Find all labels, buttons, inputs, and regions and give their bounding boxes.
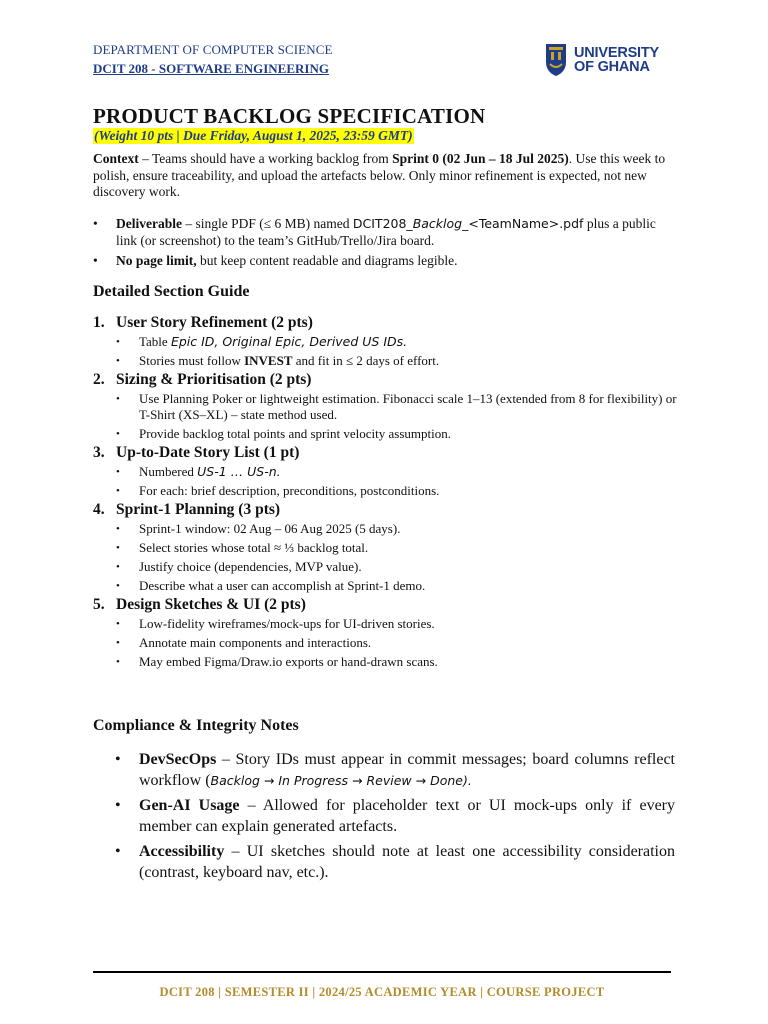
bullet-icon: • [93,253,98,268]
list-item [93,538,677,557]
note-label: DevSecOps [139,751,217,768]
section-1 [93,313,677,370]
list-item [93,389,677,424]
note-label: Accessibility [139,843,225,860]
logo-line-2: OF GHANA [574,59,650,75]
note-label: Gen-AI Usage [139,797,240,814]
section-items [93,389,677,443]
context-label: Context [93,151,139,166]
item-text: Use Planning Poker or lightweight estimation. Fibonacci scale 1–13 (extended from 8 for flexibility) or T-Shirt (XS–XL) – state method used. [139,391,677,422]
filename-part-1: DCIT208_ [352,216,413,231]
invest-label: INVEST [244,353,293,368]
department-name: DEPARTMENT OF COMPUTER SCIENCE [93,42,333,57]
page-limit-text: but keep content readable and diagrams legible. [196,253,458,268]
section-number: 1. [93,314,105,331]
item-text: Select stories whose total ≈ ⅓ backlog total. [139,540,369,555]
document-title: PRODUCT BACKLOG SPECIFICATION [93,104,486,128]
bullet-icon: • [116,580,120,592]
footer-text: DCIT 208 | SEMESTER II | 2024/25 ACADEMIC YEAR | COURSE PROJECT [159,985,605,999]
bullet-icon: • [116,561,120,573]
bullet-icon: • [116,466,120,478]
section-number: 2. [93,371,105,388]
item-text: Table [139,334,171,349]
section-heading [93,500,677,519]
item-text: For each: brief description, preconditions, postconditions. [139,483,440,498]
bullet-icon: • [115,843,121,860]
section-guide-heading: Detailed Section Guide [93,283,250,300]
section-title: Up-to-Date Story List (1 pt) [116,444,300,461]
section-heading [93,313,677,332]
context-text-1: – Teams should have a working backlog from [138,151,393,166]
weight-due-date: (Weight 10 pts | Due Friday, August 1, 2025, 23:59 GMT) [94,128,413,143]
item-text: Stories must follow [139,353,245,368]
note-text: – Story IDs must appear in commit messages; board columns reflect workflow ( [139,751,675,789]
filename-part-3: <TeamName>.pdf [468,216,584,231]
item-text: and fit in ≤ 2 days of effort. [292,353,440,368]
item-text: Provide backlog total points and sprint velocity assumption. [139,426,451,441]
bullet-icon: • [116,656,120,668]
section-number: 4. [93,501,105,518]
sprint-range: Sprint 0 (02 Jun – 18 Jul 2025) [392,151,569,166]
item-text: May embed Figma/Draw.io exports or hand-drawn scans. [139,654,438,669]
page-limit-label: No page limit, [116,253,197,268]
context-paragraph [93,151,677,201]
list-item [93,749,675,791]
bullet-icon: • [116,428,120,440]
deliverable-label: Deliverable [116,216,182,231]
section-2 [93,370,677,443]
deliverables-list [93,216,677,274]
bullet-icon: • [116,355,120,367]
list-item [93,795,675,837]
item-text: Low-fidelity wireframes/mock-ups for UI-driven stories. [139,616,435,631]
section-items [93,332,677,370]
item-emphasis: US-1 … US-n. [197,464,281,479]
section-items [93,519,677,595]
section-title: User Story Refinement (2 pts) [116,314,313,331]
list-item [93,576,677,595]
item-text: Justify choice (dependencies, MVP value). [139,559,362,574]
deliverable-text-1: – single PDF (≤ 6 MB) named [181,216,353,231]
section-title: Sprint-1 Planning (3 pts) [116,501,281,518]
filename-part-2: Backlog_ [412,216,469,231]
bullet-icon: • [116,637,120,649]
note-text: – Allowed for placeholder text or UI mock-ups only if every member can explain generated artefacts. [139,797,676,835]
section-items [93,462,677,500]
list-item [93,614,677,633]
section-number: 5. [93,596,105,613]
workflow-columns: Backlog → In Progress → Review → Done). [210,773,472,788]
context-text-2: . Use this week to polish, ensure traceability, and upload the artefacts below. Only minor refinement is expected, not new discovery work. [93,151,666,199]
section-title: Design Sketches & UI (2 pts) [116,596,306,613]
list-item [93,216,677,249]
university-wordmark [574,46,659,74]
bullet-icon: • [116,393,120,405]
bullet-icon: • [116,542,120,554]
bullet-icon: • [115,797,121,814]
section-title: Sizing & Prioritisation (2 pts) [116,371,312,388]
section-items [93,614,677,671]
compliance-notes [93,749,675,887]
logo-line-1: UNIVERSITY [574,45,660,61]
list-item [93,332,677,351]
list-item [93,841,675,883]
note-text: – UI sketches should note at least one accessibility consideration (contrast, keyboard nav, etc.). [139,843,675,881]
section-guide [93,313,677,671]
bullet-icon: • [116,523,120,535]
list-item [93,519,677,538]
footer-divider [93,971,671,973]
section-5 [93,595,677,671]
list-item [93,652,677,671]
deliverable-text-2: plus a public link (or screenshot) to the team’s GitHub/Trello/Jira board. [116,216,656,248]
item-emphasis: Epic ID, Original Epic, Derived US IDs. [170,334,408,349]
section-number: 3. [93,444,105,461]
bullet-icon: • [116,485,120,497]
compliance-heading: Compliance & Integrity Notes [93,717,299,734]
university-logo [544,40,659,80]
section-4 [93,500,677,595]
section-heading [93,370,677,389]
list-item [93,253,677,270]
item-text: Annotate main components and interactions. [139,635,372,650]
item-text: Numbered [139,464,198,479]
list-item [93,481,677,500]
course-title: DCIT 208 - SOFTWARE ENGINEERING [93,61,329,76]
section-heading [93,443,677,462]
bullet-icon: • [116,336,120,348]
university-crest-icon [544,42,568,78]
section-heading [93,595,677,614]
list-item [93,351,677,370]
list-item [93,557,677,576]
section-3 [93,443,677,500]
item-text: Describe what a user can accomplish at Sprint-1 demo. [139,578,426,593]
list-item [93,424,677,443]
bullet-icon: • [115,751,121,768]
bullet-icon: • [116,618,120,630]
item-text: Sprint-1 window: 02 Aug – 06 Aug 2025 (5 days). [139,521,401,536]
list-item [93,462,677,481]
bullet-icon: • [93,216,98,231]
list-item [93,633,677,652]
